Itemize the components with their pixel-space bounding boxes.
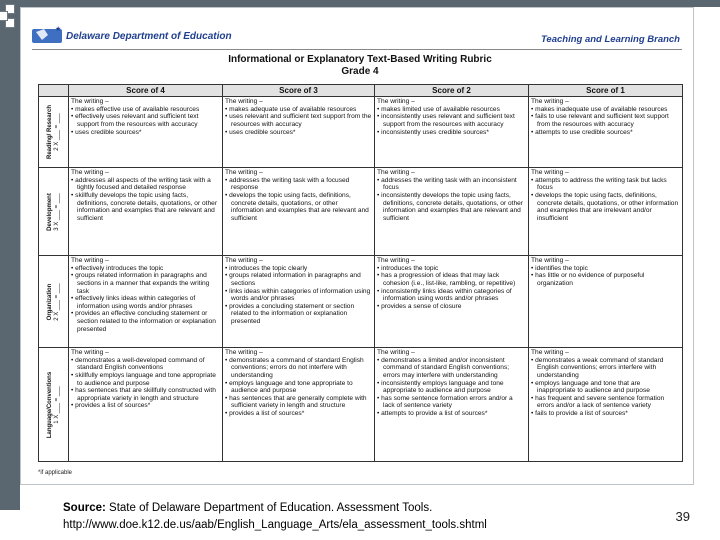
source-text: State of Delaware Department of Education. Assessment Tools. bbox=[109, 502, 433, 514]
header-divider bbox=[32, 49, 682, 50]
rubric-cell bbox=[223, 97, 375, 168]
rubric-row bbox=[39, 256, 683, 348]
criterion-item: • attempts to provide a list of sources* bbox=[377, 410, 526, 418]
criterion-item: • has little or no evidence of purposeful organization bbox=[531, 272, 680, 287]
criterion-item: • effectively introduces the topic bbox=[71, 265, 220, 273]
category-weight: 3 X ___ = ___ bbox=[53, 192, 60, 231]
cell-intro: The writing – bbox=[531, 169, 569, 176]
rubric-cell bbox=[69, 256, 223, 348]
rubric-table bbox=[38, 84, 683, 462]
category-weight: 2 X ___ = ___ bbox=[53, 282, 60, 321]
rubric-row bbox=[39, 168, 683, 256]
criterion-item: • has frequent and severe sentence formation errors and/or a lack of sentence variety bbox=[531, 395, 680, 410]
criterion-item: • addresses the writing task with an inconsistent focus bbox=[377, 177, 526, 192]
criterion-item: • fails to provide a list of sources* bbox=[531, 410, 680, 418]
delaware-map-icon bbox=[30, 23, 64, 47]
criterion-item: • attempts to use credible sources* bbox=[531, 129, 680, 137]
cell-intro: The writing – bbox=[225, 257, 263, 264]
column-header: Score of 1 bbox=[529, 85, 683, 97]
criterion-item: • provides a list of sources* bbox=[225, 410, 372, 418]
column-header: Score of 4 bbox=[69, 85, 223, 97]
criterion-item: • has some sentence formation errors and/or a lack of sentence variety bbox=[377, 395, 526, 410]
criterion-item: • effectively uses relevant and sufficient text support from the resources with accuracy bbox=[71, 113, 220, 128]
corner-cell bbox=[39, 85, 69, 97]
rubric-cell bbox=[529, 256, 683, 348]
svg-text:★: ★ bbox=[55, 26, 62, 33]
source-label: Source: bbox=[63, 502, 106, 514]
column-header: Score of 3 bbox=[223, 85, 375, 97]
criterion-item: • inconsistently employs language and tone appropriate to audience and purpose bbox=[377, 380, 526, 395]
cell-intro: The writing – bbox=[71, 98, 109, 105]
cell-intro: The writing – bbox=[225, 169, 263, 176]
criterion-item: • fails to use relevant and sufficient text support from the resources with accuracy bbox=[531, 113, 680, 128]
criterion-item: • demonstrates a well-developed command of standard English conventions bbox=[71, 357, 220, 372]
cell-intro: The writing – bbox=[531, 98, 569, 105]
category-weight: 1 X ___ = ___ bbox=[53, 385, 60, 424]
rubric-cell bbox=[69, 348, 223, 462]
logo-text: Delaware Department of Education bbox=[66, 31, 232, 42]
rubric-cell bbox=[529, 168, 683, 256]
criterion-item: • groups related information in paragraphs and sections in a manner that expands the writing task bbox=[71, 272, 220, 295]
rubric-title: Informational or Explanatory Text-Based Writing Rubric bbox=[228, 54, 492, 65]
criterion-item: • makes inadequate use of available resources bbox=[531, 106, 680, 114]
criterion-item: • employs language and tone that are inappropriate to audience and purpose bbox=[531, 380, 680, 395]
rubric-header-row bbox=[39, 85, 683, 97]
criterion-item: • provides a list of sources* bbox=[71, 402, 220, 410]
rubric-cell bbox=[375, 256, 529, 348]
rubric-grade: Grade 4 bbox=[341, 66, 379, 77]
category-weight: 2 X ___ = ___ bbox=[53, 113, 60, 151]
rubric-cell bbox=[69, 97, 223, 168]
cell-intro: The writing – bbox=[377, 169, 415, 176]
top-frame-bar bbox=[0, 0, 720, 7]
rubric-cell bbox=[69, 168, 223, 256]
criterion-item: • demonstrates a limited and/or inconsistent command of standard English conventions; errors may interfere with understanding bbox=[377, 357, 526, 380]
rubric-cell bbox=[375, 348, 529, 462]
cell-intro: The writing – bbox=[71, 257, 109, 264]
rubric-cell bbox=[529, 348, 683, 462]
criterion-item: • makes effective use of available resources bbox=[71, 106, 220, 114]
criterion-item: • provides a concluding statement or section related to the information or explanation presented bbox=[225, 303, 372, 326]
criterion-item: • links ideas within categories of information using words and/or phrases bbox=[225, 288, 372, 303]
criterion-item: • provides a sense of closure bbox=[377, 303, 526, 311]
criterion-item: • employs language and tone appropriate to audience and purpose bbox=[225, 380, 372, 395]
rubric-cell bbox=[223, 256, 375, 348]
source-url[interactable]: http://www.doe.k12.de.us/aab/English_Language_Arts/ela_assessment_tools.shtml bbox=[63, 519, 487, 532]
criterion-item: • identifies the topic bbox=[531, 265, 680, 273]
cell-intro: The writing – bbox=[531, 349, 569, 356]
criterion-item: • introduces the topic clearly bbox=[225, 265, 372, 273]
criterion-item: • uses credible sources* bbox=[225, 129, 372, 137]
criterion-item: • inconsistently links ideas within categories of information using words and/or phrases bbox=[377, 288, 526, 303]
criterion-item: • inconsistently uses relevant and sufficient text support from the resources with accuracy bbox=[377, 113, 526, 128]
criterion-item: • makes adequate use of available resources bbox=[225, 106, 372, 114]
criterion-item: • attempts to address the writing task but lacks focus bbox=[531, 177, 680, 192]
criterion-item: • develops the topic using facts, definitions, concrete details, quotations, or other information and examples that are relevant and sufficient bbox=[225, 192, 372, 223]
criterion-item: • skillfully employs language and tone appropriate to audience and purpose bbox=[71, 372, 220, 387]
cell-intro: The writing – bbox=[71, 349, 109, 356]
category-label bbox=[47, 105, 61, 159]
criterion-item: • effectively links ideas within categories of information using words and/or phrases bbox=[71, 295, 220, 310]
criterion-item: • skillfully develops the topic using facts, definitions, concrete details, quotations, or other information and examples that are relevant and sufficient bbox=[71, 192, 220, 223]
cell-intro: The writing – bbox=[225, 98, 263, 105]
criterion-item: • addresses the writing task with a focused response bbox=[225, 177, 372, 192]
category-label bbox=[47, 371, 61, 437]
category-cell bbox=[39, 348, 69, 462]
page-number: 39 bbox=[675, 509, 690, 524]
cell-intro: The writing – bbox=[377, 98, 415, 105]
category-cell bbox=[39, 97, 69, 168]
frame-square-3 bbox=[0, 11, 8, 21]
footnote: *if applicable bbox=[38, 470, 73, 476]
criterion-item: • has sentences that are skillfully constructed with appropriate variety in length and structure bbox=[71, 387, 220, 402]
criterion-item: • demonstrates a command of standard English conventions; errors do not interfere with understanding bbox=[225, 357, 372, 380]
cell-intro: The writing – bbox=[377, 257, 415, 264]
criterion-item: • introduces the topic bbox=[377, 265, 526, 273]
criterion-item: • demonstrates a weak command of standard English conventions; errors interfere with understanding bbox=[531, 357, 680, 380]
category-name: Organization bbox=[46, 283, 53, 320]
rubric-cell bbox=[529, 97, 683, 168]
criterion-item: • provides an effective concluding statement or section related to the information or explanation presented bbox=[71, 310, 220, 333]
rubric-cell bbox=[223, 348, 375, 462]
cell-intro: The writing – bbox=[377, 349, 415, 356]
source-citation bbox=[63, 500, 487, 535]
rubric-cell bbox=[375, 168, 529, 256]
criterion-item: • inconsistently develops the topic using facts, definitions, concrete details, quotations, or other information and examples that are relevant and sufficient bbox=[377, 192, 526, 223]
category-cell bbox=[39, 168, 69, 256]
cell-intro: The writing – bbox=[71, 169, 109, 176]
criterion-item: • groups related information in paragraphs and sections bbox=[225, 272, 372, 287]
column-header: Score of 2 bbox=[375, 85, 529, 97]
rubric-cell bbox=[223, 168, 375, 256]
category-name: Development bbox=[46, 192, 53, 231]
category-name: Language/Conventions bbox=[46, 371, 53, 438]
rubric-cell bbox=[375, 97, 529, 168]
criterion-item: • develops the topic using facts, definitions, concrete details, quotations, or other information and examples that are irrelevant and/or insufficient bbox=[531, 192, 680, 223]
criterion-item: • uses credible sources* bbox=[71, 129, 220, 137]
criterion-item: • has sentences that are generally complete with sufficient variety in length and structure bbox=[225, 395, 372, 410]
criterion-item: • uses relevant and sufficient text support from the resources with accuracy bbox=[225, 113, 372, 128]
rubric-row bbox=[39, 348, 683, 462]
category-name: Reading/ Research bbox=[46, 104, 53, 160]
criterion-item: • addresses all aspects of the writing task with a tightly focused and detailed response bbox=[71, 177, 220, 192]
cell-intro: The writing – bbox=[531, 257, 569, 264]
category-label bbox=[47, 283, 61, 321]
criterion-item: • inconsistently uses credible sources* bbox=[377, 129, 526, 137]
criterion-item: • has a progression of ideas that may lack cohesion (i.e., list-like, rambling, or repetitive) bbox=[377, 272, 526, 287]
branch-label: Teaching and Learning Branch bbox=[540, 34, 680, 45]
category-cell bbox=[39, 256, 69, 348]
criterion-item: • makes limited use of available resources bbox=[377, 106, 526, 114]
rubric-row bbox=[39, 97, 683, 168]
category-label bbox=[47, 193, 61, 231]
cell-intro: The writing – bbox=[225, 349, 263, 356]
